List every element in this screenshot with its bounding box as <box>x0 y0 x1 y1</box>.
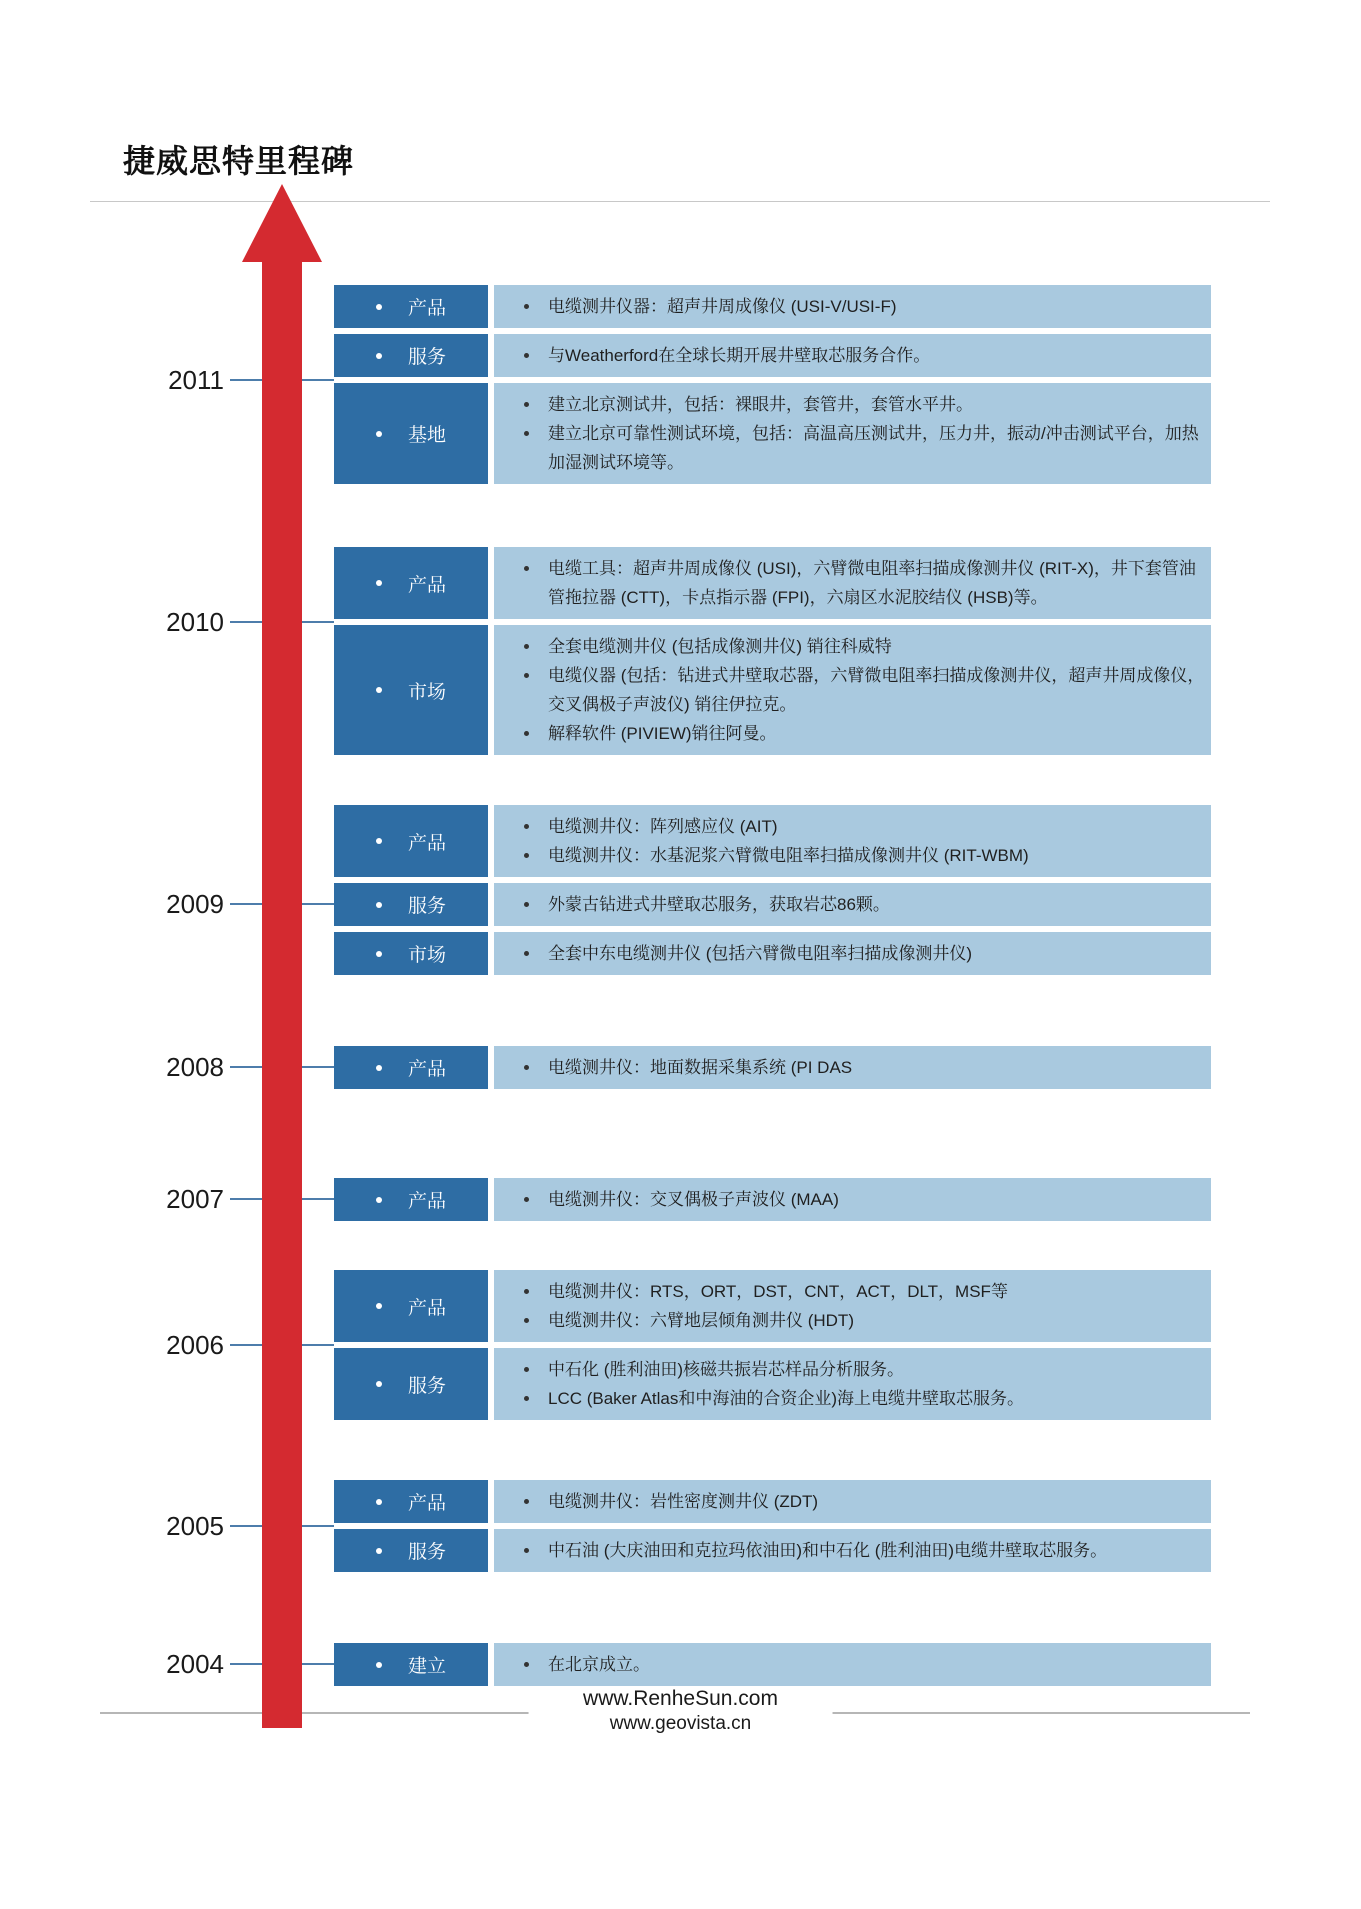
footer-site-geovista: www.geovista.cn <box>609 1713 752 1734</box>
milestone-item <box>494 632 1206 661</box>
milestone-text: 解释软件 (PIVIEW)销往阿曼。 <box>548 724 777 743</box>
year-group <box>334 1270 1211 1420</box>
milestone-text: 建立北京可靠性测试环境，包括：高温高压测试井，压力井，振动/冲击测试平台，加热加湿测试环境等。 <box>548 424 1199 472</box>
milestone-text: 全套电缆测井仪 (包括成像测井仪) 销往科威特 <box>548 637 892 656</box>
bullet-icon <box>524 673 529 678</box>
year-group <box>334 1480 1211 1572</box>
bullet-icon <box>376 951 382 957</box>
milestone-text: 电缆仪器 (包括：钻进式井壁取芯器，六臂微电阻率扫描成像测井仪，超声井周成像仪，交叉偶极子声波仪) 销往伊拉克。 <box>548 666 1205 714</box>
year-group <box>334 1046 1211 1089</box>
milestone-item <box>494 1650 1206 1679</box>
milestone-item <box>494 939 1206 968</box>
year-group <box>334 285 1211 484</box>
milestone-item <box>494 719 1206 748</box>
description-cell <box>494 547 1211 619</box>
bullet-icon <box>524 566 529 571</box>
category-label: 产品 <box>407 1059 446 1080</box>
milestone-item <box>494 1277 1206 1306</box>
description-cell <box>494 1480 1211 1523</box>
bullet-icon <box>524 902 529 907</box>
bullet-icon <box>524 1396 529 1401</box>
bullet-icon <box>376 687 382 693</box>
bullet-icon <box>376 1303 382 1309</box>
description-cell <box>494 1348 1211 1420</box>
year-group <box>334 1178 1211 1221</box>
category-cell <box>334 1178 488 1221</box>
milestone-item <box>494 890 1206 919</box>
description-cell <box>494 1178 1211 1221</box>
category-cell <box>334 883 488 926</box>
year-label: 2005 <box>166 1511 224 1541</box>
milestone-text: 电缆工具：超声井周成像仪 (USI)，六臂微电阻率扫描成像测井仪 (RIT-X)，井下套管油管拖拉器 (CTT)，卡点指示器 (FPI)，六扇区水泥胶结仪 (HSB)等。 <box>548 559 1196 607</box>
bullet-icon <box>376 1662 382 1668</box>
bullet-icon <box>524 1289 529 1294</box>
milestone-item <box>494 292 1206 321</box>
bullet-icon <box>376 1548 382 1554</box>
milestone-item <box>494 1053 1206 1082</box>
bullet-icon <box>376 353 382 359</box>
year-label: 2009 <box>166 889 224 919</box>
milestone-text: 电缆测井仪：阵列感应仪 (AIT) <box>548 817 778 836</box>
description-cell <box>494 285 1211 328</box>
milestone-item <box>494 1536 1206 1565</box>
arrow-head-icon <box>242 184 322 262</box>
bullet-icon <box>524 1065 529 1070</box>
year-label: 2010 <box>166 607 224 637</box>
bullet-icon <box>524 731 529 736</box>
category-label: 服务 <box>407 1542 446 1563</box>
bullet-icon <box>524 353 529 358</box>
milestone-text: 电缆测井仪器：超声井周成像仪 (USI-V/USI-F) <box>548 297 897 316</box>
milestone-row <box>334 805 1211 877</box>
description-cell <box>494 1643 1211 1686</box>
milestone-row <box>334 1529 1211 1572</box>
bullet-icon <box>376 1499 382 1505</box>
bullet-icon <box>376 1197 382 1203</box>
bullet-icon <box>524 1548 529 1553</box>
description-cell <box>494 1529 1211 1572</box>
description-cell <box>494 1046 1211 1089</box>
bullet-icon <box>524 431 529 436</box>
category-label: 产品 <box>407 1493 446 1514</box>
milestone-row <box>334 547 1211 619</box>
category-cell <box>334 383 488 484</box>
category-label: 产品 <box>407 832 446 854</box>
milestone-text: 电缆测井仪：六臂地层倾角测井仪 (HDT) <box>548 1311 854 1330</box>
milestone-row <box>334 1348 1211 1420</box>
year-group <box>334 547 1211 755</box>
milestone-item <box>494 1306 1206 1335</box>
milestone-item <box>494 1355 1206 1384</box>
category-cell <box>334 1480 488 1523</box>
milestone-item <box>494 419 1206 477</box>
bullet-icon <box>524 1367 529 1372</box>
milestone-row <box>334 285 1211 328</box>
page-title: 捷威思特里程碑 <box>123 143 355 179</box>
milestone-text: LCC (Baker Atlas和中海油的合资企业)海上电缆井壁取芯服务。 <box>548 1389 1025 1408</box>
bullet-icon <box>376 304 382 310</box>
milestone-text: 在北京成立。 <box>548 1655 650 1674</box>
category-cell <box>334 285 488 328</box>
category-label: 产品 <box>407 298 446 319</box>
year-group <box>334 805 1211 975</box>
milestone-text: 建立北京测试井，包括：裸眼井，套管井，套管水平井。 <box>548 395 973 414</box>
description-cell <box>494 334 1211 377</box>
category-label: 服务 <box>407 347 446 368</box>
category-cell <box>334 805 488 877</box>
milestone-item <box>494 1487 1206 1516</box>
category-cell <box>334 1270 488 1342</box>
bullet-icon <box>524 824 529 829</box>
description-cell <box>494 1270 1211 1342</box>
year-label: 2004 <box>166 1649 224 1679</box>
category-label: 产品 <box>407 574 446 596</box>
milestone-row <box>334 1046 1211 1089</box>
bullet-icon <box>524 1662 529 1667</box>
bullet-icon <box>524 644 529 649</box>
milestone-item <box>494 841 1206 870</box>
milestone-row <box>334 1178 1211 1221</box>
description-cell <box>494 625 1211 755</box>
category-cell <box>334 1643 488 1686</box>
category-label: 产品 <box>407 1297 446 1319</box>
bullet-icon <box>524 304 529 309</box>
arrow-shaft <box>262 260 302 1728</box>
milestone-row <box>334 334 1211 377</box>
year-label: 2011 <box>168 365 224 395</box>
footer <box>528 1686 833 1736</box>
category-cell <box>334 547 488 619</box>
category-label: 基地 <box>407 425 446 446</box>
milestone-text: 电缆测井仪：交叉偶极子声波仪 (MAA) <box>548 1190 839 1209</box>
milestone-row <box>334 1643 1211 1686</box>
category-cell <box>334 334 488 377</box>
milestone-text: 与Weatherford在全球长期开展井壁取芯服务合作。 <box>548 346 931 365</box>
bullet-icon <box>376 580 382 586</box>
description-cell <box>494 383 1211 484</box>
description-cell <box>494 883 1211 926</box>
description-cell <box>494 805 1211 877</box>
milestone-row <box>334 625 1211 755</box>
category-cell <box>334 1046 488 1089</box>
milestone-text: 外蒙古钻进式井壁取芯服务，获取岩芯86颗。 <box>548 895 890 914</box>
milestone-text: 全套中东电缆测井仪 (包括六臂微电阻率扫描成像测井仪) <box>548 944 973 963</box>
category-label: 市场 <box>407 681 446 703</box>
milestone-text: 电缆测井仪：水基泥浆六臂微电阻率扫描成像测井仪 (RIT-WBM) <box>548 846 1029 865</box>
category-cell <box>334 1529 488 1572</box>
milestone-item <box>494 1384 1206 1413</box>
milestone-text: 中石化 (胜利油田)核磁共振岩芯样品分析服务。 <box>548 1360 905 1379</box>
bullet-icon <box>524 402 529 407</box>
bullet-icon <box>376 838 382 844</box>
bullet-icon <box>376 431 382 437</box>
category-label: 产品 <box>407 1191 446 1212</box>
bullet-icon <box>524 853 529 858</box>
bullet-icon <box>376 1065 382 1071</box>
milestone-row <box>334 883 1211 926</box>
milestone-row <box>334 1270 1211 1342</box>
milestone-item <box>494 661 1206 719</box>
milestone-item <box>494 390 1206 419</box>
bullet-icon <box>524 1318 529 1323</box>
milestone-text: 中石油 (大庆油田和克拉玛依油田)和中石化 (胜利油田)电缆井壁取芯服务。 <box>548 1541 1108 1560</box>
category-label: 服务 <box>407 1375 446 1397</box>
year-label: 2006 <box>166 1330 224 1360</box>
milestone-item <box>494 812 1206 841</box>
year-group <box>334 1643 1211 1686</box>
category-label: 服务 <box>407 896 446 917</box>
milestone-text: 电缆测井仪：RTS，ORT，DST，CNT，ACT，DLT，MSF等 <box>548 1282 1008 1301</box>
milestone-item <box>494 341 1206 370</box>
bullet-icon <box>524 1499 529 1504</box>
category-cell <box>334 625 488 755</box>
bullet-icon <box>524 951 529 956</box>
milestone-item <box>494 554 1206 612</box>
description-cell <box>494 932 1211 975</box>
bullet-icon <box>376 902 382 908</box>
year-label: 2008 <box>166 1052 224 1082</box>
milestone-text: 电缆测井仪：地面数据采集系统 (PI DAS <box>548 1058 853 1077</box>
year-label: 2007 <box>166 1184 224 1214</box>
milestone-item <box>494 1185 1206 1214</box>
bullet-icon <box>376 1381 382 1387</box>
milestone-row <box>334 383 1211 484</box>
category-cell <box>334 1348 488 1420</box>
footer-site-renhesun: www.RenheSun.com <box>583 1687 778 1710</box>
milestone-row <box>334 1480 1211 1523</box>
bullet-icon <box>524 1197 529 1202</box>
milestone-row <box>334 932 1211 975</box>
category-label: 建立 <box>407 1656 446 1677</box>
milestone-text: 电缆测井仪：岩性密度测井仪 (ZDT) <box>548 1492 819 1511</box>
category-label: 市场 <box>407 945 446 966</box>
category-cell <box>334 932 488 975</box>
